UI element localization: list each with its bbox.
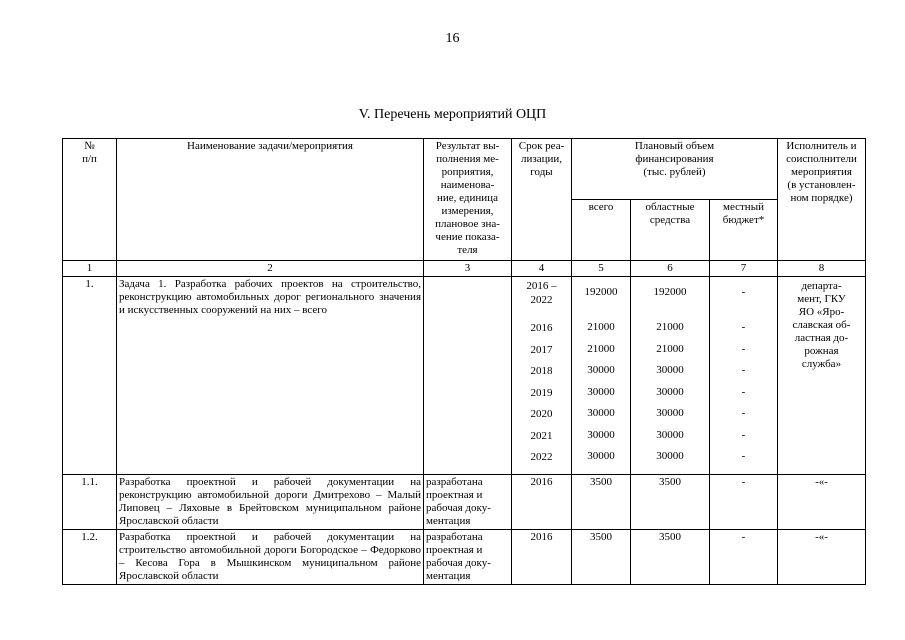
row-name: Разработка проектной и рабочей документации на реконструкцию автомобильной дороги Дмитрехово – Малый Липовец – Ляховые в Брейтовском муниципальном районе Ярославской области (117, 474, 424, 529)
column-number: 4 (512, 261, 572, 277)
year-value: 2017 (530, 343, 553, 356)
page-number: 16 (445, 31, 460, 46)
year-value: 2019 (530, 386, 553, 399)
header-result: Результат вы- полнения ме- роприятия, наименова- ние, единица измерения, плановое зна- чение показа- теля (424, 139, 512, 261)
local-value: - (741, 428, 746, 441)
row-result (424, 277, 512, 475)
row-year: 2016 (512, 474, 572, 529)
total-value: 192000 (584, 286, 618, 298)
row-result: разработана проектная и рабочая доку- ментация (424, 474, 512, 529)
row-name: Задача 1. Разработка рабочих проектов на строительство, реконструкцию автомобильных дорог регионального значения и искусственных сооружений на них – всего (117, 277, 424, 475)
row-total: 3500 (572, 474, 631, 529)
row-total: 3500 (572, 529, 631, 584)
row-executor: департа- мент, ГКУ ЯО «Яро- славская об- ластная до- рожная служба» (778, 277, 866, 475)
header-term: Срок реа- лизации, годы (512, 139, 572, 261)
row-num: 1. (63, 277, 117, 475)
year-value: 2022 (530, 451, 553, 463)
local-value: - (741, 385, 746, 398)
regional-value: 21000 (656, 321, 684, 333)
total-value: 30000 (587, 407, 615, 419)
year-value: 2020 (530, 408, 553, 420)
row-num: 1.2. (63, 529, 117, 584)
year-value: 2018 (530, 365, 553, 377)
header-num: № п/п (63, 139, 117, 261)
column-numbers-row (63, 261, 866, 277)
row-executor: -«- (778, 474, 866, 529)
column-number: 3 (424, 261, 512, 277)
total-value: 21000 (587, 321, 615, 333)
row-regional (631, 277, 710, 475)
column-number: 2 (117, 261, 424, 277)
column-number: 7 (710, 261, 778, 277)
row-num: 1.1. (63, 474, 117, 529)
regional-value: 192000 (653, 286, 687, 298)
table-row (63, 474, 866, 529)
local-value: - (741, 407, 746, 419)
total-value: 30000 (587, 428, 615, 441)
header-executor: Исполнитель и соисполнители мероприятия (в установлен- ном порядке) (778, 139, 866, 261)
row-local: - (710, 529, 778, 584)
row-local (710, 277, 778, 475)
regional-value: 30000 (656, 450, 684, 462)
row-local: - (710, 474, 778, 529)
section-title: V. Перечень мероприятий ОЦП (358, 107, 547, 122)
regional-value: 21000 (656, 342, 684, 355)
regional-value: 30000 (656, 364, 684, 376)
header-regional: областные средства (631, 200, 710, 261)
row-year: 2016 (512, 529, 572, 584)
year-value: 2021 (530, 429, 553, 442)
header-local: местный бюджет* (710, 200, 778, 261)
column-number: 1 (63, 261, 117, 277)
year-value: 2016 (530, 322, 553, 334)
row-regional: 3500 (631, 529, 710, 584)
local-value: - (741, 286, 746, 298)
row-name: Разработка проектной и рабочей документации на строительство автомобильной дороги Богородское – Федорково – Кесова Гора в Мышкинском муниципальном районе Ярославской области (117, 529, 424, 584)
total-value: 30000 (587, 364, 615, 376)
row-executor: -«- (778, 529, 866, 584)
table-row (63, 277, 866, 475)
measures-table (62, 138, 866, 585)
row-result: разработана проектная и рабочая доку- ментация (424, 529, 512, 584)
local-value: - (741, 321, 746, 333)
local-value: - (741, 450, 746, 462)
total-value: 30000 (587, 385, 615, 398)
year-value: 2016 – 2022 (526, 280, 557, 306)
column-number: 5 (572, 261, 631, 277)
local-value: - (741, 342, 746, 355)
local-value: - (741, 364, 746, 376)
regional-value: 30000 (656, 428, 684, 441)
regional-value: 30000 (656, 407, 684, 419)
header-funding: Плановый объем финансирования (тыс. рублей) (572, 139, 778, 200)
header-name: Наименование задачи/мероприятия (117, 139, 424, 261)
total-value: 21000 (587, 342, 615, 355)
header-total: всего (572, 200, 631, 261)
row-total (572, 277, 631, 475)
table-row (63, 529, 866, 584)
total-value: 30000 (587, 450, 615, 462)
column-number: 6 (631, 261, 710, 277)
row-years (512, 277, 572, 475)
row-regional: 3500 (631, 474, 710, 529)
regional-value: 30000 (656, 385, 684, 398)
column-number: 8 (778, 261, 866, 277)
